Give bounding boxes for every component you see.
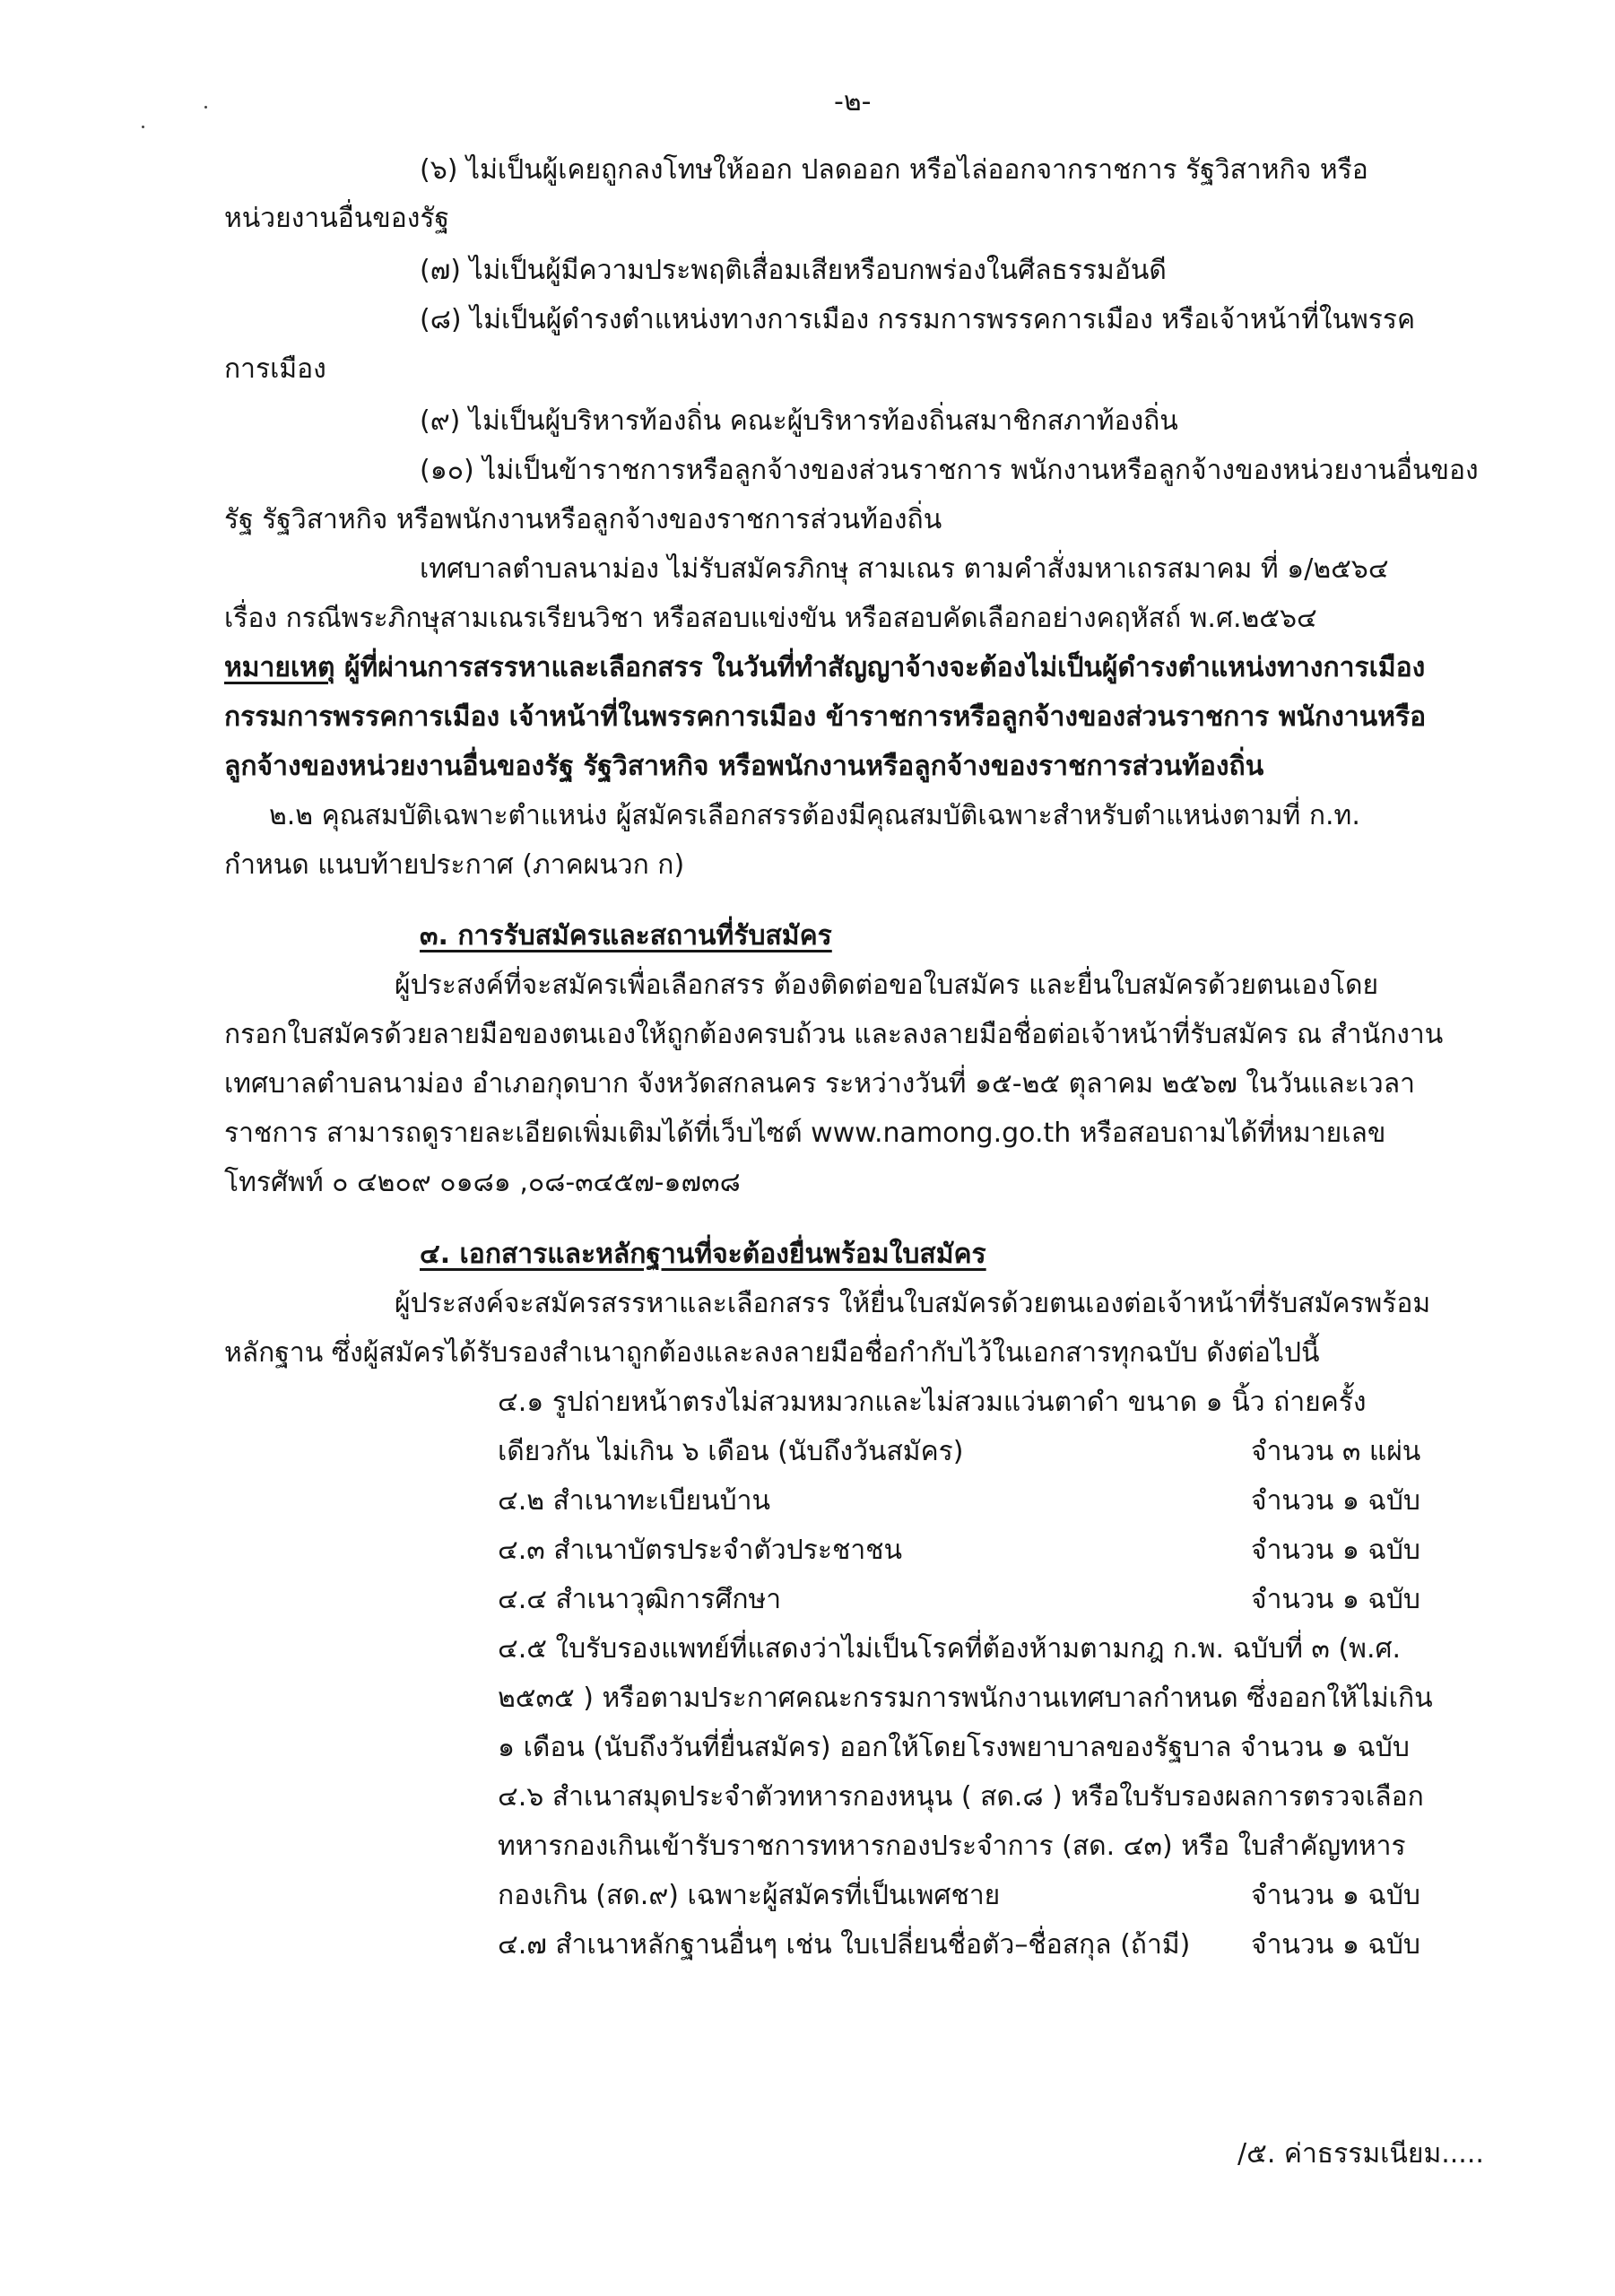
doc-4-5-line2: ๒๕๓๕ ) หรือตามประกาศคณะกรรมการพนักงานเทศบาลกำหนด ซึ่งออกให้ไม่เกิน bbox=[498, 1683, 1433, 1714]
doc-4-6-line2: ทหารกองเกินเข้ารับราชการทหารกองประจำการ (สด. ๔๓) หรือ ใบสำคัญทหาร bbox=[498, 1831, 1406, 1862]
remark-label: หมายเหตุ bbox=[224, 652, 335, 683]
qualification-8-line2: การเมือง bbox=[224, 353, 326, 385]
page-number: -๒- bbox=[834, 86, 872, 117]
qualification-10-line1: (๑๐) ไม่เป็นข้าราชการหรือลูกจ้างของส่วนราชการ พนักงานหรือลูกจ้างของหน่วยงานอื่นของ bbox=[420, 455, 1479, 486]
monk-notice-line1: เทศบาลตำบลนาม่อง ไม่รับสมัครภิกษุ สามเณร ตามคำสั่งมหาเถรสมาคม ที่ ๑/๒๕๖๔ bbox=[420, 553, 1389, 585]
doc-4-5-line1: ๔.๕ ใบรับรองแพทย์ที่แสดงว่าไม่เป็นโรคที่ต้องห้ามตามกฎ ก.พ. ฉบับที่ ๓ (พ.ศ. bbox=[498, 1633, 1402, 1665]
section3-line4: ราชการ สามารถดูรายละเอียดเพิ่มเติมได้ที่เว็บไซต์ www.namong.go.th หรือสอบถามได้ที่หมายเลข bbox=[224, 1118, 1386, 1149]
section4-line1: ผู้ประสงค์จะสมัครสรรหาและเลือกสรร ให้ยื่นใบสมัครด้วยตนเองต่อเจ้าหน้าที่รับสมัครพร้อม bbox=[395, 1288, 1431, 1319]
doc-4-6-quantity: จำนวน ๑ ฉบับ bbox=[1251, 1880, 1420, 1911]
doc-4-7-quantity: จำนวน ๑ ฉบับ bbox=[1251, 1929, 1420, 1961]
qualification-9: (๙) ไม่เป็นผู้บริหารท้องถิ่น คณะผู้บริหารท้องถิ่นสมาชิกสภาท้องถิ่น bbox=[420, 405, 1178, 437]
doc-4-3: ๔.๓ สำเนาบัตรประจำตัวประชาชน bbox=[498, 1535, 903, 1566]
doc-4-6-line3: กองเกิน (สด.๙) เฉพาะผู้สมัครที่เป็นเพศชาย bbox=[498, 1880, 1001, 1911]
monk-notice-line2: เรื่อง กรณีพระภิกษุสามเณรเรียนวิชา หรือสอบแข่งขัน หรือสอบคัดเลือกอย่างคฤหัสถ์ พ.ศ.๒๕๖๔ bbox=[224, 603, 1317, 634]
doc-4-3-quantity: จำนวน ๑ ฉบับ bbox=[1251, 1535, 1420, 1566]
section3-line3: เทศบาลตำบลนาม่อง อำเภอกุดบาก จังหวัดสกลนคร ระหว่างวันที่ ๑๕-๒๕ ตุลาคม ๒๕๖๗ ในวันและเวลา bbox=[224, 1068, 1415, 1100]
section3-line2: กรอกใบสมัครด้วยลายมือของตนเองให้ถูกต้องครบถ้วน และลงลายมือชื่อต่อเจ้าหน้าที่รับสมัคร ณ สำนักงาน bbox=[224, 1019, 1444, 1050]
specific-qualification-line2: กำหนด แนบท้ายประกาศ (ภาคผนวก ก) bbox=[224, 849, 685, 881]
doc-4-7: ๔.๗ สำเนาหลักฐานอื่นๆ เช่น ใบเปลี่ยนชื่อตัว–ชื่อสกุล (ถ้ามี) bbox=[498, 1929, 1191, 1961]
scan-speck bbox=[204, 106, 207, 109]
qualification-8-line1: (๘) ไม่เป็นผู้ดำรงตำแหน่งทางการเมือง กรรมการพรรคการเมือง หรือเจ้าหน้าที่ในพรรค bbox=[420, 304, 1416, 335]
section4-line2: หลักฐาน ซึ่งผู้สมัครได้รับรองสำเนาถูกต้องและลงลายมือชื่อกำกับไว้ในเอกสารทุกฉบับ ดังต่อไปนี้ bbox=[224, 1337, 1320, 1369]
doc-4-1-line2: เดียวกัน ไม่เกิน ๖ เดือน (นับถึงวันสมัคร) bbox=[498, 1436, 964, 1467]
remark-line1-text: ผู้ที่ผ่านการสรรหาและเลือกสรร ในวันที่ทำสัญญาจ้างจะต้องไม่เป็นผู้ดำรงตำแหน่งทางการเมือง bbox=[334, 652, 1426, 683]
doc-4-1-quantity: จำนวน ๓ แผ่น bbox=[1251, 1436, 1421, 1467]
doc-4-5-line3: ๑ เดือน (นับถึงวันที่ยื่นสมัคร) ออกให้โดยโรงพยาบาลของรัฐบาล จำนวน ๑ ฉบับ bbox=[498, 1732, 1410, 1763]
section4-heading: ๔. เอกสารและหลักฐานที่จะต้องยื่นพร้อมใบสมัคร bbox=[420, 1239, 986, 1270]
specific-qualification-line1: ๒.๒ คุณสมบัติเฉพาะตำแหน่ง ผู้สมัครเลือกสรรต้องมีคุณสมบัติเฉพาะสำหรับตำแหน่งตามที่ ก.ท. bbox=[269, 800, 1360, 831]
doc-4-2: ๔.๒ สำเนาทะเบียนบ้าน bbox=[498, 1485, 770, 1517]
continuation-note: /๕. ค่าธรรมเนียม..... bbox=[1237, 2138, 1484, 2170]
doc-4-4-quantity: จำนวน ๑ ฉบับ bbox=[1251, 1584, 1420, 1615]
qualification-6-line2: หน่วยงานอื่นของรัฐ bbox=[224, 203, 450, 234]
qualification-6-line1: (๖) ไม่เป็นผู้เคยถูกลงโทษให้ออก ปลดออก หรือไล่ออกจากราชการ รัฐวิสาหกิจ หรือ bbox=[420, 154, 1368, 186]
section3-heading: ๓. การรับสมัครและสถานที่รับสมัคร bbox=[420, 920, 832, 952]
doc-4-4: ๔.๔ สำเนาวุฒิการศึกษา bbox=[498, 1584, 782, 1615]
remark-line3: ลูกจ้างของหน่วยงานอื่นของรัฐ รัฐวิสาหกิจ หรือพนักงานหรือลูกจ้างของราชการส่วนท้องถิ่น bbox=[224, 751, 1264, 782]
doc-4-6-line1: ๔.๖ สำเนาสมุดประจำตัวทหารกองหนุน ( สด.๘ ) หรือใบรับรองผลการตรวจเลือก bbox=[498, 1781, 1424, 1813]
section3-line5: โทรศัพท์ ๐ ๔๒๐๙ ๐๑๘๑ ,๐๘-๓๔๕๗-๑๗๓๘ bbox=[224, 1167, 741, 1198]
doc-4-1-line1: ๔.๑ รูปถ่ายหน้าตรงไม่สวมหมวกและไม่สวมแว่นตาดำ ขนาด ๑ นิ้ว ถ่ายครั้ง bbox=[498, 1387, 1367, 1418]
qualification-7: (๗) ไม่เป็นผู้มีความประพฤติเสื่อมเสียหรือบกพร่องในศีลธรรมอันดี bbox=[420, 255, 1167, 286]
doc-4-2-quantity: จำนวน ๑ ฉบับ bbox=[1251, 1485, 1420, 1517]
scan-speck bbox=[142, 126, 144, 128]
remark-line1 bbox=[224, 648, 1425, 688]
qualification-10-line2: รัฐ รัฐวิสาหกิจ หรือพนักงานหรือลูกจ้างของราชการส่วนท้องถิ่น bbox=[224, 504, 942, 535]
section3-line1: ผู้ประสงค์ที่จะสมัครเพื่อเลือกสรร ต้องติดต่อขอใบสมัคร และยื่นใบสมัครด้วยตนเองโดย bbox=[395, 970, 1379, 1001]
remark-line2: กรรมการพรรคการเมือง เจ้าหน้าที่ในพรรคการเมือง ข้าราชการหรือลูกจ้างของส่วนราชการ พนักงานหรือ bbox=[224, 701, 1427, 733]
